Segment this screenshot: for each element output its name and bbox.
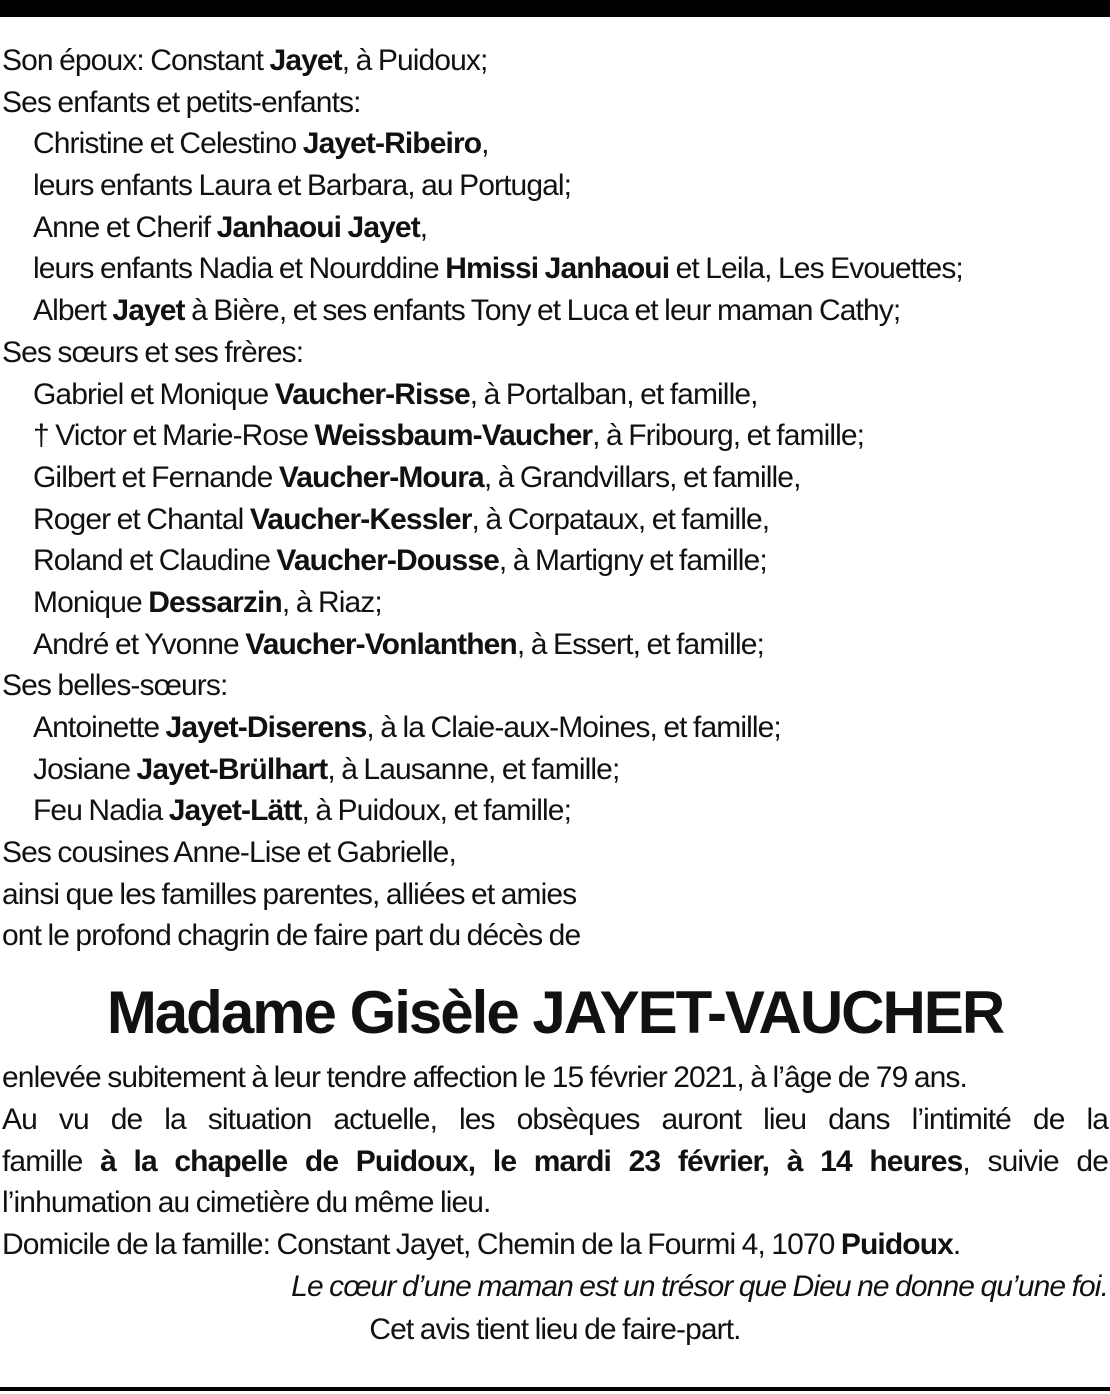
announcement-line: ont le profond chagrin de faire part du décès de xyxy=(2,919,581,953)
funeral-details xyxy=(2,1057,1108,1351)
sibling-line: Roger et Chantal Vaucher-Kessler, à Corpataux, et famille, xyxy=(33,502,770,536)
deceased-name: Madame Gisèle JAYET-VAUCHER xyxy=(106,979,1004,1047)
child-line: Christine et Celestino Jayet-Ribeiro, xyxy=(33,127,489,161)
death-date-line: enlevée subitement à leur tendre affection le 15 février 2021, à l’âge de 79 ans. xyxy=(2,1061,967,1095)
child-line: Anne et Cherif Janhaoui Jayet, xyxy=(33,210,428,244)
spouse-line: Son époux: Constant Jayet, à Puidoux; xyxy=(2,44,488,77)
quote: Le cœur d’une maman est un trésor que Dieu ne donne qu’une foi. xyxy=(291,1269,1108,1303)
top-rule xyxy=(0,0,1110,17)
ceremony-line: Au vu de la situation actuelle, les obsèques auront lieu dans l’intimité de la xyxy=(2,1102,1108,1136)
children-heading: Ses enfants et petits-enfants: xyxy=(2,85,361,119)
sibling-line: André et Yvonne Vaucher-Vonlanthen, à Essert, et famille; xyxy=(33,627,764,661)
sibling-line: Gilbert et Fernande Vaucher-Moura, à Grandvillars, et famille, xyxy=(33,460,801,494)
inlaws-heading: Ses belles-sœurs: xyxy=(2,669,228,703)
sibling-line: † Victor et Marie-Rose Weissbaum-Vaucher, à Fribourg, et famille; xyxy=(33,419,865,453)
inlaw-line: Antoinette Jayet-Diserens, à la Claie-aux-Moines, et famille; xyxy=(33,711,781,744)
relatives-line: ainsi que les familles parentes, alliées et amies xyxy=(2,877,577,911)
burial-line: l’inhumation au cimetière du même lieu. xyxy=(2,1186,491,1220)
cousins-line: Ses cousines Anne-Lise et Gabrielle, xyxy=(2,836,456,870)
sibling-line: Roland et Claudine Vaucher-Dousse, à Martigny et famille; xyxy=(33,544,767,578)
bottom-rule xyxy=(0,1387,1110,1391)
child-line: leurs enfants Nadia et Nourddine Hmissi Janhaoui et Leila, Les Evouettes; xyxy=(33,252,963,286)
obituary-notice xyxy=(2,40,1108,1351)
inlaw-line: Feu Nadia Jayet-Lätt, à Puidoux, et famille; xyxy=(33,794,572,828)
domicile-line: Domicile de la famille: Constant Jayet, Chemin de la Fourmi 4, 1070 Puidoux. xyxy=(2,1227,961,1261)
siblings-heading: Ses sœurs et ses frères: xyxy=(2,335,304,369)
footer-note: Cet avis tient lieu de faire-part. xyxy=(369,1313,741,1347)
inlaw-line: Josiane Jayet-Brülhart, à Lausanne, et famille; xyxy=(33,752,620,786)
sibling-line: Gabriel et Monique Vaucher-Risse, à Portalban, et famille, xyxy=(33,377,758,411)
ceremony-location-line: famille à la chapelle de Puidoux, le mardi 23 février, à 14 heures, suivie de xyxy=(2,1144,1108,1178)
sibling-line: Monique Dessarzin, à Riaz; xyxy=(33,585,382,619)
child-line: Albert Jayet à Bière, et ses enfants Tony et Luca et leur maman Cathy; xyxy=(33,294,901,328)
child-line: leurs enfants Laura et Barbara, au Portugal; xyxy=(33,169,572,203)
